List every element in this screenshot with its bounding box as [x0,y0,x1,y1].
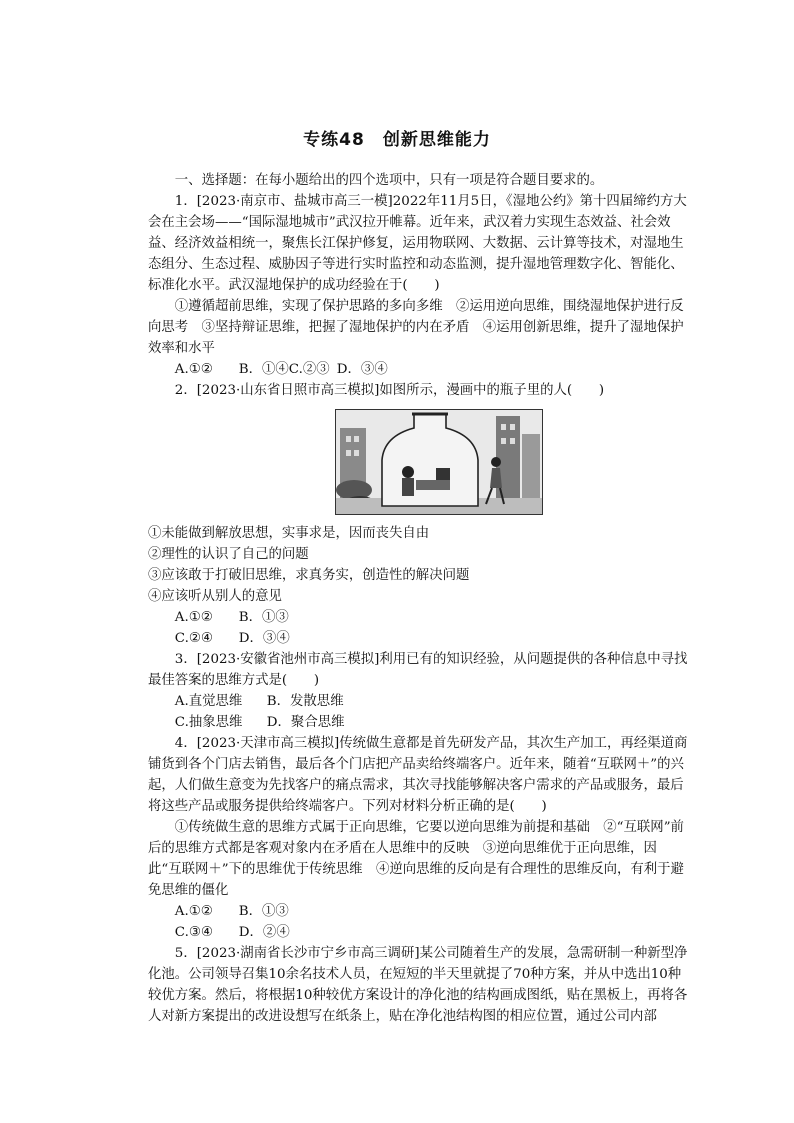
question-2-statement-1: ①未能做到解放思想，实事求是，因而丧失自由 [148,526,430,541]
question-2-statement-4: ④应该听从别人的意见 [148,589,282,604]
option-b: B．①④C.②③ [238,362,330,377]
option-a: A.直觉思维 [174,694,243,709]
option-d: D．②④ [238,925,290,940]
option-a: A.①② [174,904,213,919]
option-c: C.抽象思维 [174,715,243,730]
section-heading: 一、选择题：在每小题给出的四个选项中，只有一项是符合题目要求的。 [174,173,604,188]
option-c: C.③④ [174,925,213,940]
cartoon-image [335,409,543,515]
question-4-statements: ①传统做生意的思维方式属于正向思维，它要以逆向思维为前提和基础 ②“互联网”前后的思维方式都是客观对象内在矛盾在人思维中的反映 ③逆向思维优于正向思维，因此“互联网＋”下的思维优于传统思维 ④逆向思维的反向是有合理性的思维反向，有利于避免思维的僵化 [148,820,684,898]
option-b: B．发散思维 [266,694,344,709]
question-2-statement-3: ③应该敢于打破旧思维，求真务实，创造性的解决问题 [148,568,470,583]
question-2-options-row-1 [148,607,688,628]
option-d: D．③④ [336,362,388,377]
question-3-options-row-1 [148,691,688,712]
page-title: 专练48 创新思维能力 [303,130,491,150]
option-d: D．聚合思维 [266,715,345,730]
question-2-statement-2: ②理性的认识了自己的问题 [148,547,309,562]
option-b: B．①③ [238,610,289,625]
option-a: A.①② [174,362,213,377]
question-1-options [148,359,688,380]
question-3-options-row-2 [148,712,688,733]
option-c: C.②④ [174,631,213,646]
question-1-statements: ①遵循超前思维，实现了保护思路的多向多维 ②运用逆向思维，围绕湿地保护进行反向思考 ③坚持辩证思维，把握了湿地保护的内在矛盾 ④运用创新思维，提升了湿地保护效率和水平 [148,299,684,356]
question-2-options-row-2 [148,628,688,649]
question-4-options-row-1 [148,901,688,922]
option-b: B．①③ [238,904,289,919]
question-3-stem: 3．[2023·安徽省池州市高三模拟]利用已有的知识经验，从问题提供的各种信息中寻找最佳答案的思维方式是( ) [148,652,688,688]
option-a: A.①② [174,610,213,625]
question-4-options-row-2 [148,922,688,943]
question-5-stem: 5．[2023·湖南省长沙市宁乡市高三调研]某公司随着生产的发展，急需研制一种新型净化池。公司领导召集10余名技术人员，在短短的半天里就提了70种方案，并从中选出10种较优方案。然后，将根据10种较优方案设计的净化池的结构画成图纸，贴在黑板上，再将各人对新方案提出的改进设想写在纸条上，贴在净化池结构图的相应位置，通过公司内部 [148,946,688,1024]
question-2-stem: 2．[2023·山东省日照市高三模拟]如图所示，漫画中的瓶子里的人( ) [174,383,605,398]
question-1-stem: 1．[2023·南京市、盐城市高三一模]2022年11月5日，《湿地公约》第十四届缔约方大会在主会场——“国际湿地城市”武汉拉开帷幕。近年来，武汉着力实现生态效益、社会效益、经济效益相统一，聚焦长江保护修复，运用物联网、大数据、云计算等技术，对湿地生态组分、生态过程、威胁因子等进行实时监控和动态监测，提升湿地管理数字化、智能化、标准化水平。武汉湿地保护的成功经验在于( ) [148,194,687,293]
option-d: D．③④ [238,631,290,646]
bottle-cartoon [336,410,542,514]
question-4-stem: 4．[2023·天津市高三模拟]传统做生意都是首先研发产品，其次生产加工，再经渠道商铺货到各个门店去销售，最后各个门店把产品卖给终端客户。近年来，随着“互联网＋”的兴起，人们做生意变为先找客户的痛点需求，其次寻找能够解决客户需求的产品或服务，最后将这些产品或服务提供给终端客户。下列对材料分析正确的是( ) [148,736,688,814]
content [148,170,688,1027]
